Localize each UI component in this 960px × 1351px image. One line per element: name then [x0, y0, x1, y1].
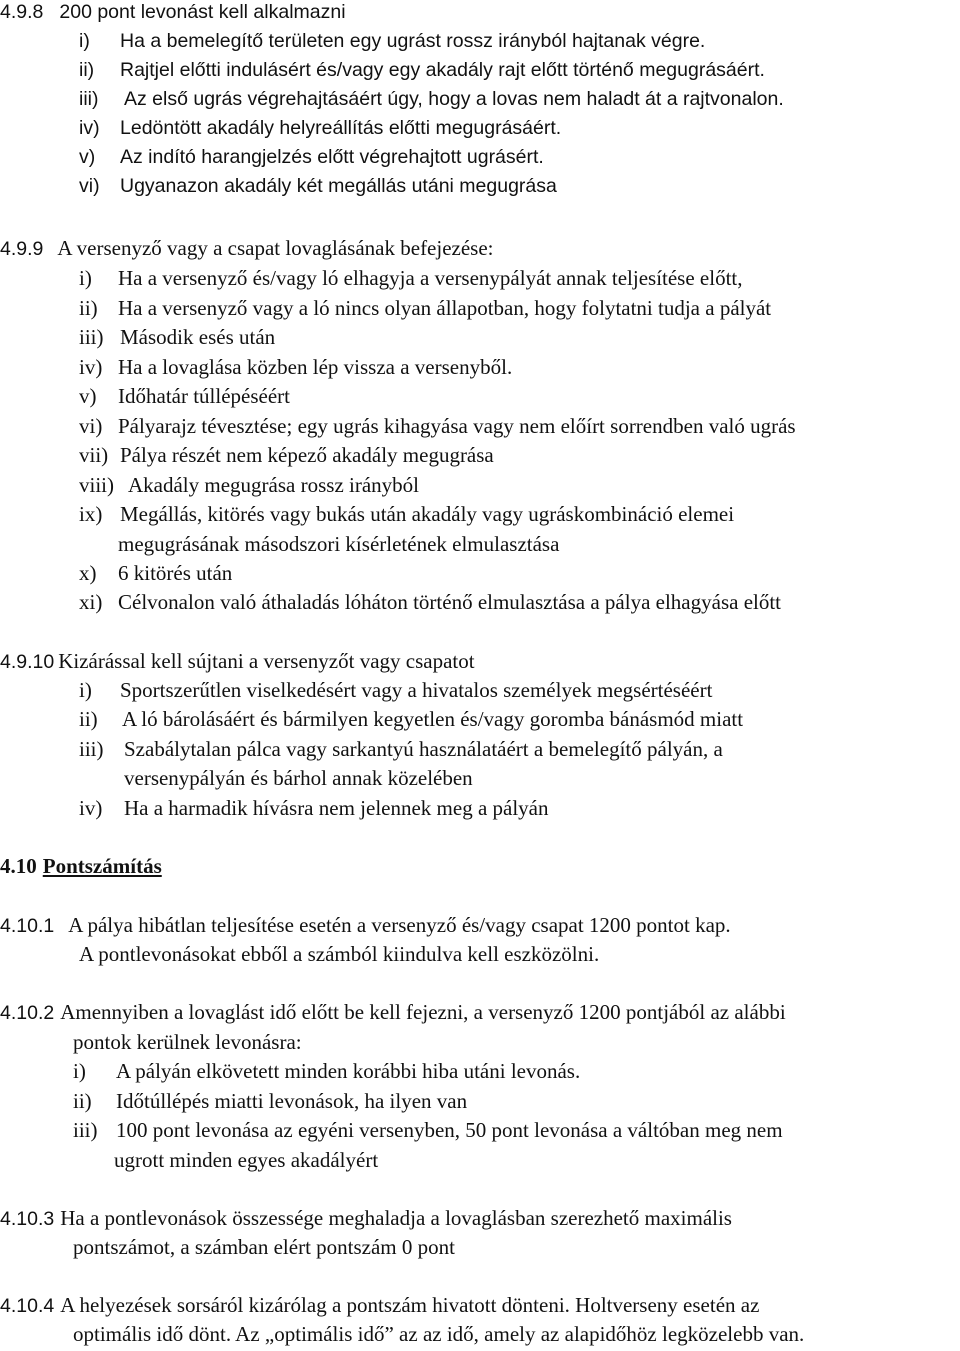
- paragraph-4-10-4: 4.10.4 A helyezések sorsáról kizárólag a pontszám hivatott dönteni. Holtverseny esetén az: [0, 1293, 760, 1317]
- list-item: iii): [79, 325, 104, 349]
- list-item-text: Ha a lovaglása közben lép vissza a versenyből.: [118, 355, 513, 379]
- list-item-text: Az indító harangjelzés előtt végrehajtott ugrásért.: [120, 146, 544, 168]
- list-item: iv): [79, 117, 100, 139]
- paragraph-line: A pontlevonásokat ebből a számból kiindulva kell eszközölni.: [79, 942, 600, 966]
- list-item-text: 100 pont levonása az egyéni versenyben, 50 pont levonása a váltóban meg nem: [116, 1118, 783, 1142]
- section-number: 4.9.9: [0, 238, 44, 260]
- section-title: Kizárással kell sújtani a versenyzőt vagy csapatot: [58, 649, 475, 673]
- list-item-text: Megállás, kitörés vagy bukás után akadály vagy ugráskombináció elemei: [120, 502, 735, 526]
- list-item: iii): [79, 88, 99, 110]
- list-item: ii): [79, 707, 98, 731]
- list-item-text: A ló bárolásáért és bármilyen kegyetlen és/vagy goromba bánásmód miatt: [122, 707, 744, 731]
- list-item-text: Ha a versenyző és/vagy ló elhagyja a versenypályát annak teljesítése előtt,: [118, 266, 743, 290]
- list-item: v): [79, 146, 96, 168]
- section-title: 200 pont levonást kell alkalmazni: [59, 1, 346, 23]
- list-item: iii): [73, 1118, 98, 1142]
- list-item-text: Pálya részét nem képező akadály megugrása: [120, 443, 494, 467]
- list-item: i): [79, 266, 92, 290]
- section-title: A versenyző vagy a csapat lovaglásának befejezése:: [57, 236, 494, 260]
- list-item-text: A pályán elkövetett minden korábbi hiba utáni levonás.: [116, 1059, 581, 1083]
- list-item: ix): [79, 502, 103, 526]
- list-item: ii): [79, 296, 98, 320]
- section-4-9-9-heading: [0, 238, 494, 260]
- section-number: 4.10.2: [0, 1002, 55, 1024]
- list-item: xi): [79, 590, 103, 614]
- list-item: iv): [79, 796, 103, 820]
- paragraph-line: pontszámot, a számban elért pontszám 0 pont: [73, 1235, 455, 1259]
- list-item: iv): [79, 355, 103, 379]
- list-item-continuation: versenypályán és bárhol annak közelében: [124, 766, 473, 790]
- section-number: 4.9.8: [0, 1, 44, 23]
- paragraph-line: pontok kerülnek levonásra:: [73, 1030, 302, 1054]
- section-number: 4.10: [0, 854, 37, 878]
- paragraph-4-10-2: 4.10.2 Amennyiben a lovaglást idő előtt be kell fejezni, a versenyző 1200 pontjából az alábbi: [0, 1000, 786, 1024]
- list-item-text: Az első ugrás végrehajtásáért úgy, hogy a lovas nem haladt át a rajtvonalon.: [124, 88, 784, 110]
- list-item-text: Szabálytalan pálca vagy sarkantyú használatáért a bemelegítő pályán, a: [124, 737, 723, 761]
- list-item-continuation: ugrott minden egyes akadályért: [114, 1148, 379, 1172]
- list-item: ii): [79, 59, 95, 81]
- list-item-text: Ha a harmadik hívásra nem jelennek meg a pályán: [124, 796, 549, 820]
- section-4-9-8-heading: [0, 3, 346, 23]
- list-item-text: Időtúllépés miatti levonások, ha ilyen van: [116, 1089, 468, 1113]
- section-4-10-heading: [0, 856, 162, 877]
- list-item: vi): [79, 414, 103, 438]
- list-item-text: Ledöntött akadály helyreállítás előtti megugrásáért.: [120, 117, 562, 139]
- section-number: 4.10.4: [0, 1295, 55, 1317]
- section-4-9-10-heading: [0, 651, 475, 673]
- list-item-text: 6 kitörés után: [118, 561, 233, 585]
- list-item-text: Sportszerűtlen viselkedésért vagy a hivatalos személyek megsértéséért: [120, 678, 713, 702]
- list-item: viii): [79, 473, 114, 497]
- list-item-text: Ha a bemelegítő területen egy ugrást rossz irányból hajtanak végre.: [120, 30, 706, 52]
- list-item-text: Rajtjel előtti indulásért és/vagy egy akadály rajt előtt történő megugrásáért.: [120, 59, 765, 81]
- list-item-text: Ha a versenyző vagy a ló nincs olyan állapotban, hogy folytatni tudja a pályát: [118, 296, 772, 320]
- list-item-text: Ugyanazon akadály két megállás utáni megugrása: [120, 175, 557, 197]
- list-item-text: Pályarajz tévesztése; egy ugrás kihagyása vagy nem előírt sorrendben való ugrás: [118, 414, 796, 438]
- paragraph-line: optimális idő dönt. Az „optimális idő” az az idő, amely az alapidőhöz legközelebb van.: [73, 1322, 805, 1346]
- section-number: 4.9.10: [0, 651, 55, 673]
- list-item-continuation: megugrásának másodszori kísérletének elmulasztása: [118, 532, 560, 556]
- section-number: 4.10.3: [0, 1208, 55, 1230]
- list-item: v): [79, 384, 97, 408]
- section-title: Pontszámítás: [42, 854, 162, 878]
- paragraph-4-10-1: 4.10.1 A pálya hibátlan teljesítése esetén a versenyző és/vagy csapat 1200 pontot kap.: [0, 913, 731, 937]
- list-item: iii): [79, 737, 104, 761]
- list-item: vii): [79, 443, 109, 467]
- list-item-text: Akadály megugrása rossz irányból: [128, 473, 419, 497]
- list-item-text: Célvonalon való áthaladás lóháton történő elmulasztása a pálya elhagyása előtt: [118, 590, 782, 614]
- paragraph-4-10-3: 4.10.3 Ha a pontlevonások összessége meghaladja a lovaglásban szerezhető maximális: [0, 1206, 732, 1230]
- list-item-text: Időhatár túllépéséért: [118, 384, 290, 408]
- list-item-text: Második esés után: [120, 325, 276, 349]
- list-item: i): [79, 678, 92, 702]
- list-item: i): [79, 30, 90, 52]
- list-item: x): [79, 561, 97, 585]
- section-number: 4.10.1: [0, 915, 55, 937]
- list-item: ii): [73, 1089, 92, 1113]
- list-item: i): [73, 1059, 86, 1083]
- list-item: vi): [79, 175, 100, 197]
